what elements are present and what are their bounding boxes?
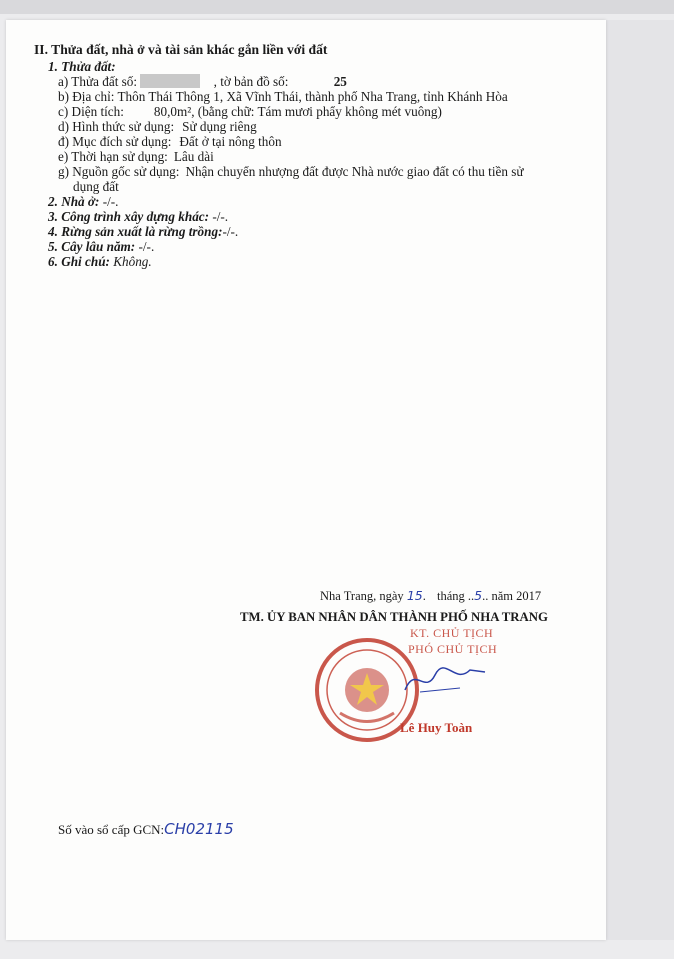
signature-scribble [400,660,490,700]
item-1d: d) Hình thức sử dụng: Sử dụng riêng [58,119,257,134]
page-margin [606,20,674,940]
item-1e: e) Thời hạn sử dụng: Lâu dài [58,149,214,164]
item-2: 2. Nhà ở: -/-. [48,194,119,209]
item-1c: c) Diện tích: 80,0m², (bằng chữ: Tám mươi phẩy không mét vuông) [58,104,442,119]
authority-title: TM. ỦY BAN NHÂN DÂN THÀNH PHỐ NHA TRANG [240,610,548,624]
item-1dd: đ) Mục đích sử dụng: Đất ở tại nông thôn [58,134,282,149]
gcn-number: Số vào sổ cấp GCN:CH02115 [58,820,234,838]
item-1b: b) Địa chỉ: Thôn Thái Thông 1, Xã Vĩnh Thái, thành phố Nha Trang, tỉnh Khánh Hòa [58,89,508,104]
document-page [6,20,606,940]
item-4: 4. Rừng sản xuất là rừng trồng:-/-. [48,224,239,239]
issue-date: Nha Trang, ngày 15. tháng ..5.. năm 2017 [320,588,542,603]
item-6: 6. Ghi chú: Không. [48,254,152,269]
item-1-title: 1. Thửa đất: [48,59,116,74]
item-1g: g) Nguồn gốc sử dụng: Nhận chuyển nhượng đất được Nhà nước giao đất có thu tiền sử [58,164,524,179]
signer-name: Lê Huy Toàn [400,720,473,735]
document-content [34,42,524,269]
item-1g-cont: dụng đất [73,179,119,194]
redacted-parcel-number [140,74,200,88]
top-strip [0,0,674,14]
item-5: 5. Cây lâu năm: -/-. [48,239,155,254]
stamp-kt: KT. CHỦ TỊCH [410,626,494,640]
stamp-position: PHÓ CHỦ TỊCH [408,642,498,656]
item-1a: a) Thửa đất số: , tờ bản đồ số: 25 [58,74,347,89]
section-title: II. Thửa đất, nhà ở và tài sản khác gắn liền với đất [34,42,328,57]
item-3: 3. Công trình xây dựng khác: -/-. [48,209,229,224]
